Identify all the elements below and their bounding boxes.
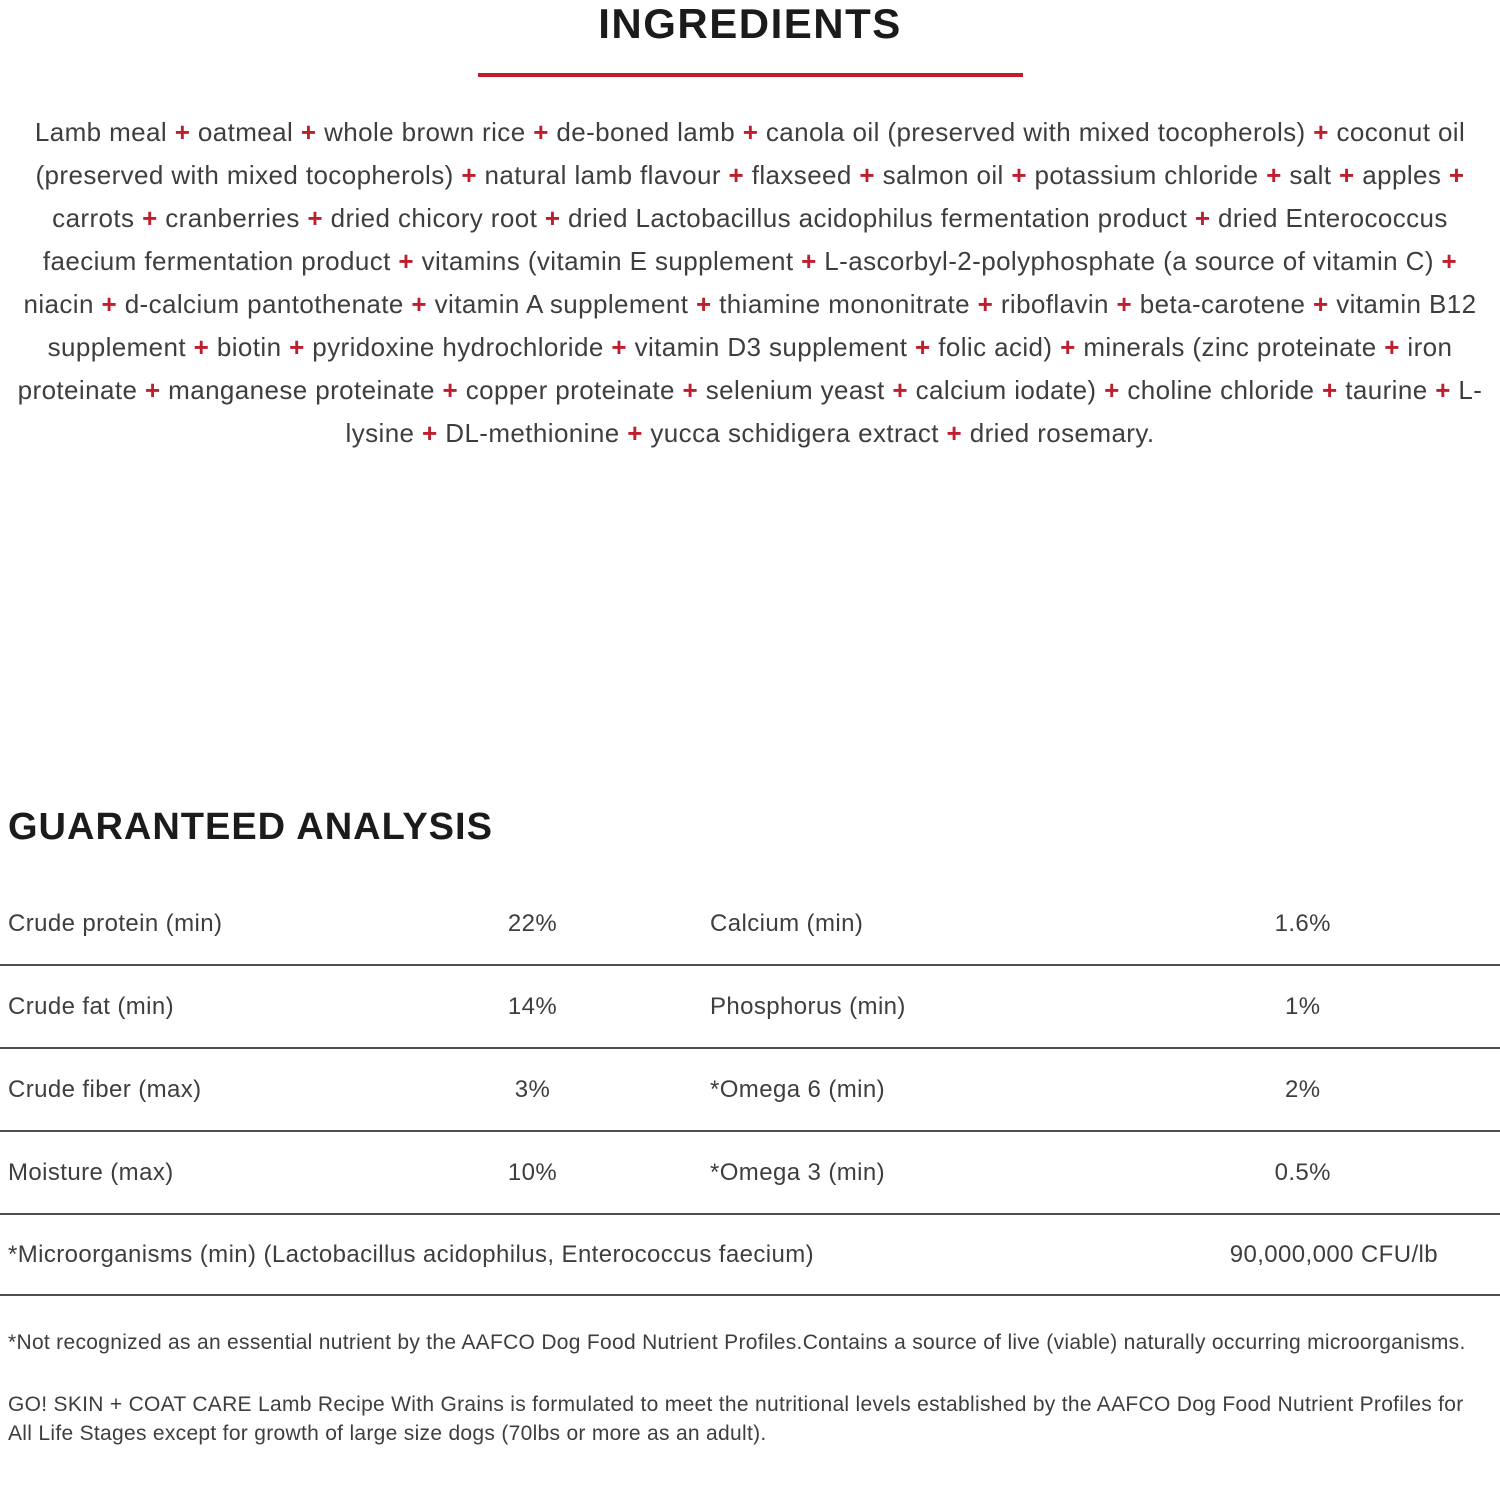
plus-separator: + <box>915 332 931 362</box>
plus-separator: + <box>174 117 191 147</box>
plus-separator: + <box>611 332 627 362</box>
table-row-microorganisms <box>0 1215 1500 1296</box>
table-row <box>0 1049 1500 1132</box>
plus-separator: + <box>300 117 317 147</box>
nutrient-label-left: Moisture (max) <box>8 1158 174 1186</box>
plus-separator: + <box>1322 375 1338 405</box>
plus-separator: + <box>1266 160 1282 190</box>
plus-separator: + <box>859 160 875 190</box>
nutrient-value-right: 1% <box>1285 992 1321 1020</box>
plus-separator: + <box>1104 375 1120 405</box>
guaranteed-analysis-table <box>0 883 1500 1296</box>
plus-separator: + <box>977 289 994 319</box>
table-row <box>0 966 1500 1049</box>
plus-separator: + <box>1116 289 1133 319</box>
plus-separator: + <box>1060 332 1076 362</box>
nutrient-value-right: 0.5% <box>1274 1158 1331 1186</box>
plus-separator: + <box>1011 160 1027 190</box>
ingredients-text: Lamb meal + oatmeal + whole brown rice + de-boned lamb + canola oil (preserved with mixed tocopherols) + coconut oil (preserved with mixed tocopherols) + natural lamb flavour + flaxseed + salmon oil + potassium chloride + salt + apples + carrots + cranberries + dried chicory root + dried Lactobacillus acidophilus fermentation product + dried Enterococcus faecium fermentation product + vitamins (vitamin E supplement + L-ascorbyl-2-polyphosphate (a source of vitamin C) + niacin + d-calcium pantothenate + vitamin A supplement + thiamine mononitrate + riboflavin + beta-carotene + vitamin B12 supplement + biotin + pyridoxine hydrochloride + vitamin D3 supplement + folic acid) + minerals (zinc proteinate + iron proteinate + manganese proteinate + copper proteinate + selenium yeast + calcium iodate) + choline chloride + taurine + L-lysine + DL-methionine + yucca schidigera extract + dried rosemary. <box>17 117 1483 448</box>
nutrient-value-left: 10% <box>507 1158 558 1186</box>
nutrient-label-left: Crude protein (min) <box>8 909 223 937</box>
nutrient-value-left: 3% <box>514 1075 551 1103</box>
plus-separator: + <box>144 375 161 405</box>
table-row <box>0 883 1500 966</box>
plus-separator: + <box>533 117 549 147</box>
plus-separator: + <box>1194 203 1211 233</box>
plus-separator: + <box>289 332 305 362</box>
plus-separator: + <box>461 160 477 190</box>
plus-separator: + <box>1448 160 1465 190</box>
plus-separator: + <box>946 418 963 448</box>
ingredients-heading: INGREDIENTS <box>598 0 902 47</box>
plus-separator: + <box>193 332 210 362</box>
table-rows <box>0 883 1500 1215</box>
plus-separator: + <box>801 246 817 276</box>
nutrient-value-right: 1.6% <box>1274 909 1331 937</box>
nutrient-label-right: *Omega 3 (min) <box>710 1158 885 1186</box>
plus-separator: + <box>1313 289 1329 319</box>
plus-separator: + <box>307 203 323 233</box>
nutrient-value-left: 22% <box>507 909 558 937</box>
plus-separator: + <box>1384 332 1400 362</box>
nutrient-label-right: Phosphorus (min) <box>710 992 906 1020</box>
guaranteed-analysis-heading: GUARANTEED ANALYSIS <box>8 806 493 848</box>
red-divider <box>478 73 1023 77</box>
plus-separator: + <box>422 418 438 448</box>
plus-separator: + <box>142 203 158 233</box>
plus-separator: + <box>728 160 745 190</box>
plus-separator: + <box>627 418 643 448</box>
plus-separator: + <box>398 246 415 276</box>
nutrient-label-right: Calcium (min) <box>710 909 864 937</box>
plus-separator: + <box>892 375 909 405</box>
microorganisms-value: 90,000,000 CFU/lb <box>1229 1240 1438 1268</box>
plus-separator: + <box>695 289 712 319</box>
nutrient-label-left: Crude fiber (max) <box>8 1075 202 1103</box>
plus-separator: + <box>101 289 118 319</box>
table-row <box>0 1132 1500 1215</box>
plus-separator: + <box>1339 160 1355 190</box>
plus-separator: + <box>544 203 561 233</box>
plus-separator: + <box>742 117 759 147</box>
nutrient-label-right: *Omega 6 (min) <box>710 1075 885 1103</box>
microorganisms-label: *Microorganisms (min) (Lactobacillus acidophilus, Enterococcus faecium) <box>8 1240 815 1268</box>
plus-separator: + <box>1435 375 1451 405</box>
plus-separator: + <box>682 375 699 405</box>
footnote-formulation: GO! SKIN + COAT CARE Lamb Recipe With Grains is formulated to meet the nutritional levels established by the AAFCO Dog Food Nutrient Profiles for All Life Stages except for growth of large size dogs (70lbs or more as an adult). <box>8 1393 1464 1445</box>
plus-separator: + <box>411 289 427 319</box>
plus-separator: + <box>442 375 459 405</box>
plus-separator: + <box>1313 117 1329 147</box>
nutrient-value-left: 14% <box>507 992 558 1020</box>
footnote-aafco-nutrient: *Not recognized as an essential nutrient by the AAFCO Dog Food Nutrient Profiles.Contains a source of live (viable) naturally occurring microorganisms. <box>8 1331 1466 1354</box>
nutrient-label-left: Crude fat (min) <box>8 992 175 1020</box>
nutrient-value-right: 2% <box>1285 1075 1321 1103</box>
plus-separator: + <box>1441 246 1458 276</box>
